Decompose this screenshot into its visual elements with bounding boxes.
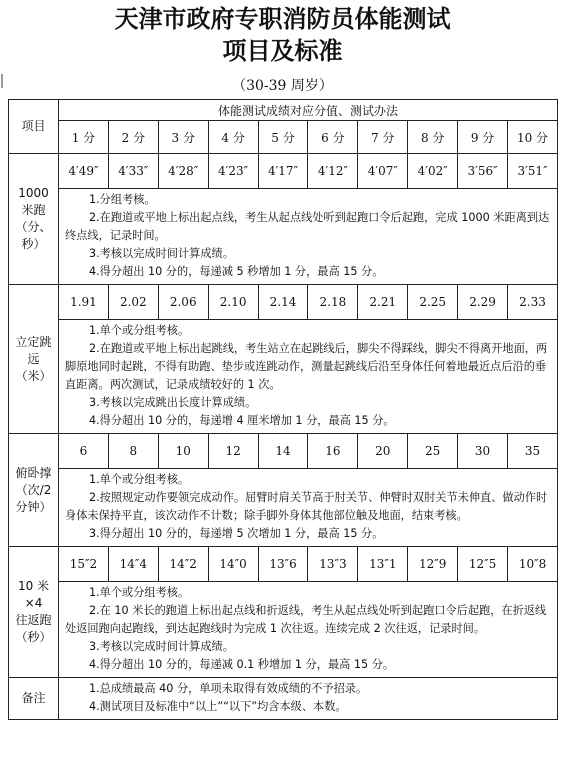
section-shuttle-run-10x4-values bbox=[9, 547, 558, 582]
age-range-subtitle: （30-39 周岁） bbox=[232, 78, 333, 94]
remark-line: 1.总成绩最高 40 分，单项未取得有效成绩的不予招录。 bbox=[89, 682, 368, 695]
standard-value-cell: 14″2 bbox=[158, 547, 208, 582]
standard-value-cell: 14 bbox=[258, 434, 308, 469]
test-method-text bbox=[59, 582, 558, 678]
section-push-ups-values bbox=[9, 434, 558, 469]
group-header: 体能测试成绩对应分值、测试办法 bbox=[59, 100, 558, 121]
standard-value-cell: 12″5 bbox=[458, 547, 508, 582]
method-line: 3.得分超出 10 分的，每递增 5 次增加 1 分，最高 15 分。 bbox=[89, 527, 384, 540]
standard-value-cell: 14″4 bbox=[108, 547, 158, 582]
standard-value-cell: 35 bbox=[508, 434, 558, 469]
section-standing-long-jump-values bbox=[9, 285, 558, 320]
method-line: 3.考核以完成时间计算成绩。 bbox=[89, 640, 234, 653]
standard-value-cell: 4′28″ bbox=[158, 154, 208, 189]
standard-value-cell: 12″9 bbox=[408, 547, 458, 582]
score-header-cell: 3 分 bbox=[158, 121, 208, 154]
standard-value-cell: 12 bbox=[208, 434, 258, 469]
standard-value-cell: 13″3 bbox=[308, 547, 358, 582]
section-label bbox=[9, 547, 59, 678]
method-line: 1.单个或分组考核。 bbox=[89, 473, 190, 486]
method-line: 2.在 10 米长的跑道上标出起点线和折返线，考生从起点线处听到起跑口令后起跑，在折返线处返回跑向起跑线，到达起跑线时为完成 1 次往返。连续完成 2 次往返，记录时间。 bbox=[65, 604, 547, 635]
standard-value-cell: 2.21 bbox=[358, 285, 408, 320]
section-label-line: 往返跑 bbox=[15, 613, 52, 627]
item-header: 项目 bbox=[9, 100, 59, 154]
standard-value-cell: 3′51″ bbox=[508, 154, 558, 189]
standard-value-cell: 20 bbox=[358, 434, 408, 469]
standard-value-cell: 2.18 bbox=[308, 285, 358, 320]
standard-value-cell: 13″6 bbox=[258, 547, 308, 582]
standard-value-cell: 8 bbox=[108, 434, 158, 469]
standard-value-cell: 4′17″ bbox=[258, 154, 308, 189]
test-method-text bbox=[59, 469, 558, 547]
method-line: 4.得分超出 10 分的，每递增 4 厘米增加 1 分，最高 15 分。 bbox=[89, 414, 395, 427]
remark-line: 4.测试项目及标准中“以上”“以下”均含本级、本数。 bbox=[89, 700, 347, 713]
standard-value-cell: 10 bbox=[158, 434, 208, 469]
section-label-line: 远 bbox=[27, 351, 40, 366]
test-method-text bbox=[59, 189, 558, 285]
standard-value-cell: 4′02″ bbox=[408, 154, 458, 189]
standard-value-cell: 16 bbox=[308, 434, 358, 469]
standard-value-cell: 4′33″ bbox=[108, 154, 158, 189]
score-header-cell: 8 分 bbox=[408, 121, 458, 154]
standard-value-cell: 15″2 bbox=[59, 547, 109, 582]
standard-value-cell: 13″1 bbox=[358, 547, 408, 582]
method-line: 1.分组考核。 bbox=[89, 193, 156, 206]
section-run-1000m-values bbox=[9, 154, 558, 189]
section-label-line: 秒） bbox=[21, 237, 46, 251]
section-label-line: （分、 bbox=[15, 220, 52, 234]
score-header-cell: 9 分 bbox=[458, 121, 508, 154]
standard-value-cell: 4′49″ bbox=[59, 154, 109, 189]
score-header-cell: 7 分 bbox=[358, 121, 408, 154]
standard-value-cell: 2.06 bbox=[158, 285, 208, 320]
score-header-cell: 4 分 bbox=[208, 121, 258, 154]
standard-value-cell: 2.14 bbox=[258, 285, 308, 320]
page-title-line2: 项目及标准 bbox=[222, 37, 343, 65]
standard-value-cell: 3′56″ bbox=[458, 154, 508, 189]
score-header-cell: 6 分 bbox=[308, 121, 358, 154]
section-label-line: 1000 bbox=[18, 186, 49, 200]
score-header-cell: 1 分 bbox=[59, 121, 109, 154]
section-label-line: 10 米 bbox=[17, 579, 50, 593]
standard-value-cell: 10″8 bbox=[508, 547, 558, 582]
method-line: 2.在跑道或平地上标出起点线，考生从起点线处听到起跑口令后起跑，完成 1000 米距离到达终点线，记录时间。 bbox=[65, 211, 550, 242]
remarks-label: 备注 bbox=[9, 678, 59, 720]
method-line: 3.考核以完成跳出长度计算成绩。 bbox=[89, 396, 257, 409]
standard-value-cell: 25 bbox=[408, 434, 458, 469]
method-line: 1.单个或分组考核。 bbox=[89, 586, 190, 599]
section-label-line: 俯卧撑 bbox=[15, 465, 52, 480]
standard-value-cell: 4′23″ bbox=[208, 154, 258, 189]
remarks-text bbox=[59, 678, 558, 720]
score-header-cell: 10 分 bbox=[508, 121, 558, 154]
standard-value-cell: 2.02 bbox=[108, 285, 158, 320]
remarks-row bbox=[9, 678, 558, 720]
test-method-text bbox=[59, 320, 558, 434]
standard-value-cell: 2.33 bbox=[508, 285, 558, 320]
section-label-line: （米） bbox=[15, 368, 52, 383]
method-line: 1.单个或分组考核。 bbox=[89, 324, 190, 337]
method-line: 3.考核以完成时间计算成绩。 bbox=[89, 247, 234, 260]
standard-value-cell: 14″0 bbox=[208, 547, 258, 582]
section-label bbox=[9, 154, 59, 285]
standard-value-cell: 30 bbox=[458, 434, 508, 469]
section-run-1000m-method bbox=[9, 189, 558, 285]
section-label-line: 立定跳 bbox=[15, 334, 52, 349]
standard-value-cell: 2.29 bbox=[458, 285, 508, 320]
standard-value-cell: 4′07″ bbox=[358, 154, 408, 189]
standards-table bbox=[8, 99, 558, 720]
section-push-ups-method bbox=[9, 469, 558, 547]
method-line: 2.按照规定动作要领完成动作。屈臂时肩关节高于肘关节、伸臂时双肘关节未伸直、做动作时身体未保持平直，该次动作不计数；除手脚外身体其他部位触及地面，结束考核。 bbox=[65, 491, 548, 522]
method-line: 4.得分超出 10 分的，每递减 0.1 秒增加 1 分，最高 15 分。 bbox=[89, 658, 395, 671]
standard-value-cell: 6 bbox=[59, 434, 109, 469]
method-line: 2.在跑道或平地上标出起跳线，考生站立在起跳线后，脚尖不得踩线，脚尖不得离开地面，两脚原地同时起跳，不得有助跑、垫步或连跳动作，测量起跳线后沿至身体任何着地最近点后沿的垂直距离。两次测试，记录成绩较好的 1 次。 bbox=[65, 342, 548, 391]
section-label-line: ×4 bbox=[24, 596, 43, 610]
standard-value-cell: 4′12″ bbox=[308, 154, 358, 189]
standard-value-cell: 1.91 bbox=[59, 285, 109, 320]
method-line: 4.得分超出 10 分的，每递减 5 秒增加 1 分，最高 15 分。 bbox=[89, 265, 384, 278]
section-label-line: 米跑 bbox=[21, 203, 46, 217]
standard-value-cell: 2.10 bbox=[208, 285, 258, 320]
score-row bbox=[9, 121, 558, 154]
score-header-cell: 5 分 bbox=[258, 121, 308, 154]
standard-value-cell: 2.25 bbox=[408, 285, 458, 320]
section-label-line: （次/2 bbox=[15, 482, 52, 497]
section-shuttle-run-10x4-method bbox=[9, 582, 558, 678]
section-label-line: 分钟） bbox=[15, 499, 52, 514]
section-label bbox=[9, 434, 59, 547]
page-title: 天津市政府专职消防员体能测试 bbox=[114, 5, 451, 33]
section-label-line: （秒） bbox=[15, 630, 52, 644]
score-header-cell: 2 分 bbox=[108, 121, 158, 154]
section-label bbox=[9, 285, 59, 434]
section-standing-long-jump-method bbox=[9, 320, 558, 434]
